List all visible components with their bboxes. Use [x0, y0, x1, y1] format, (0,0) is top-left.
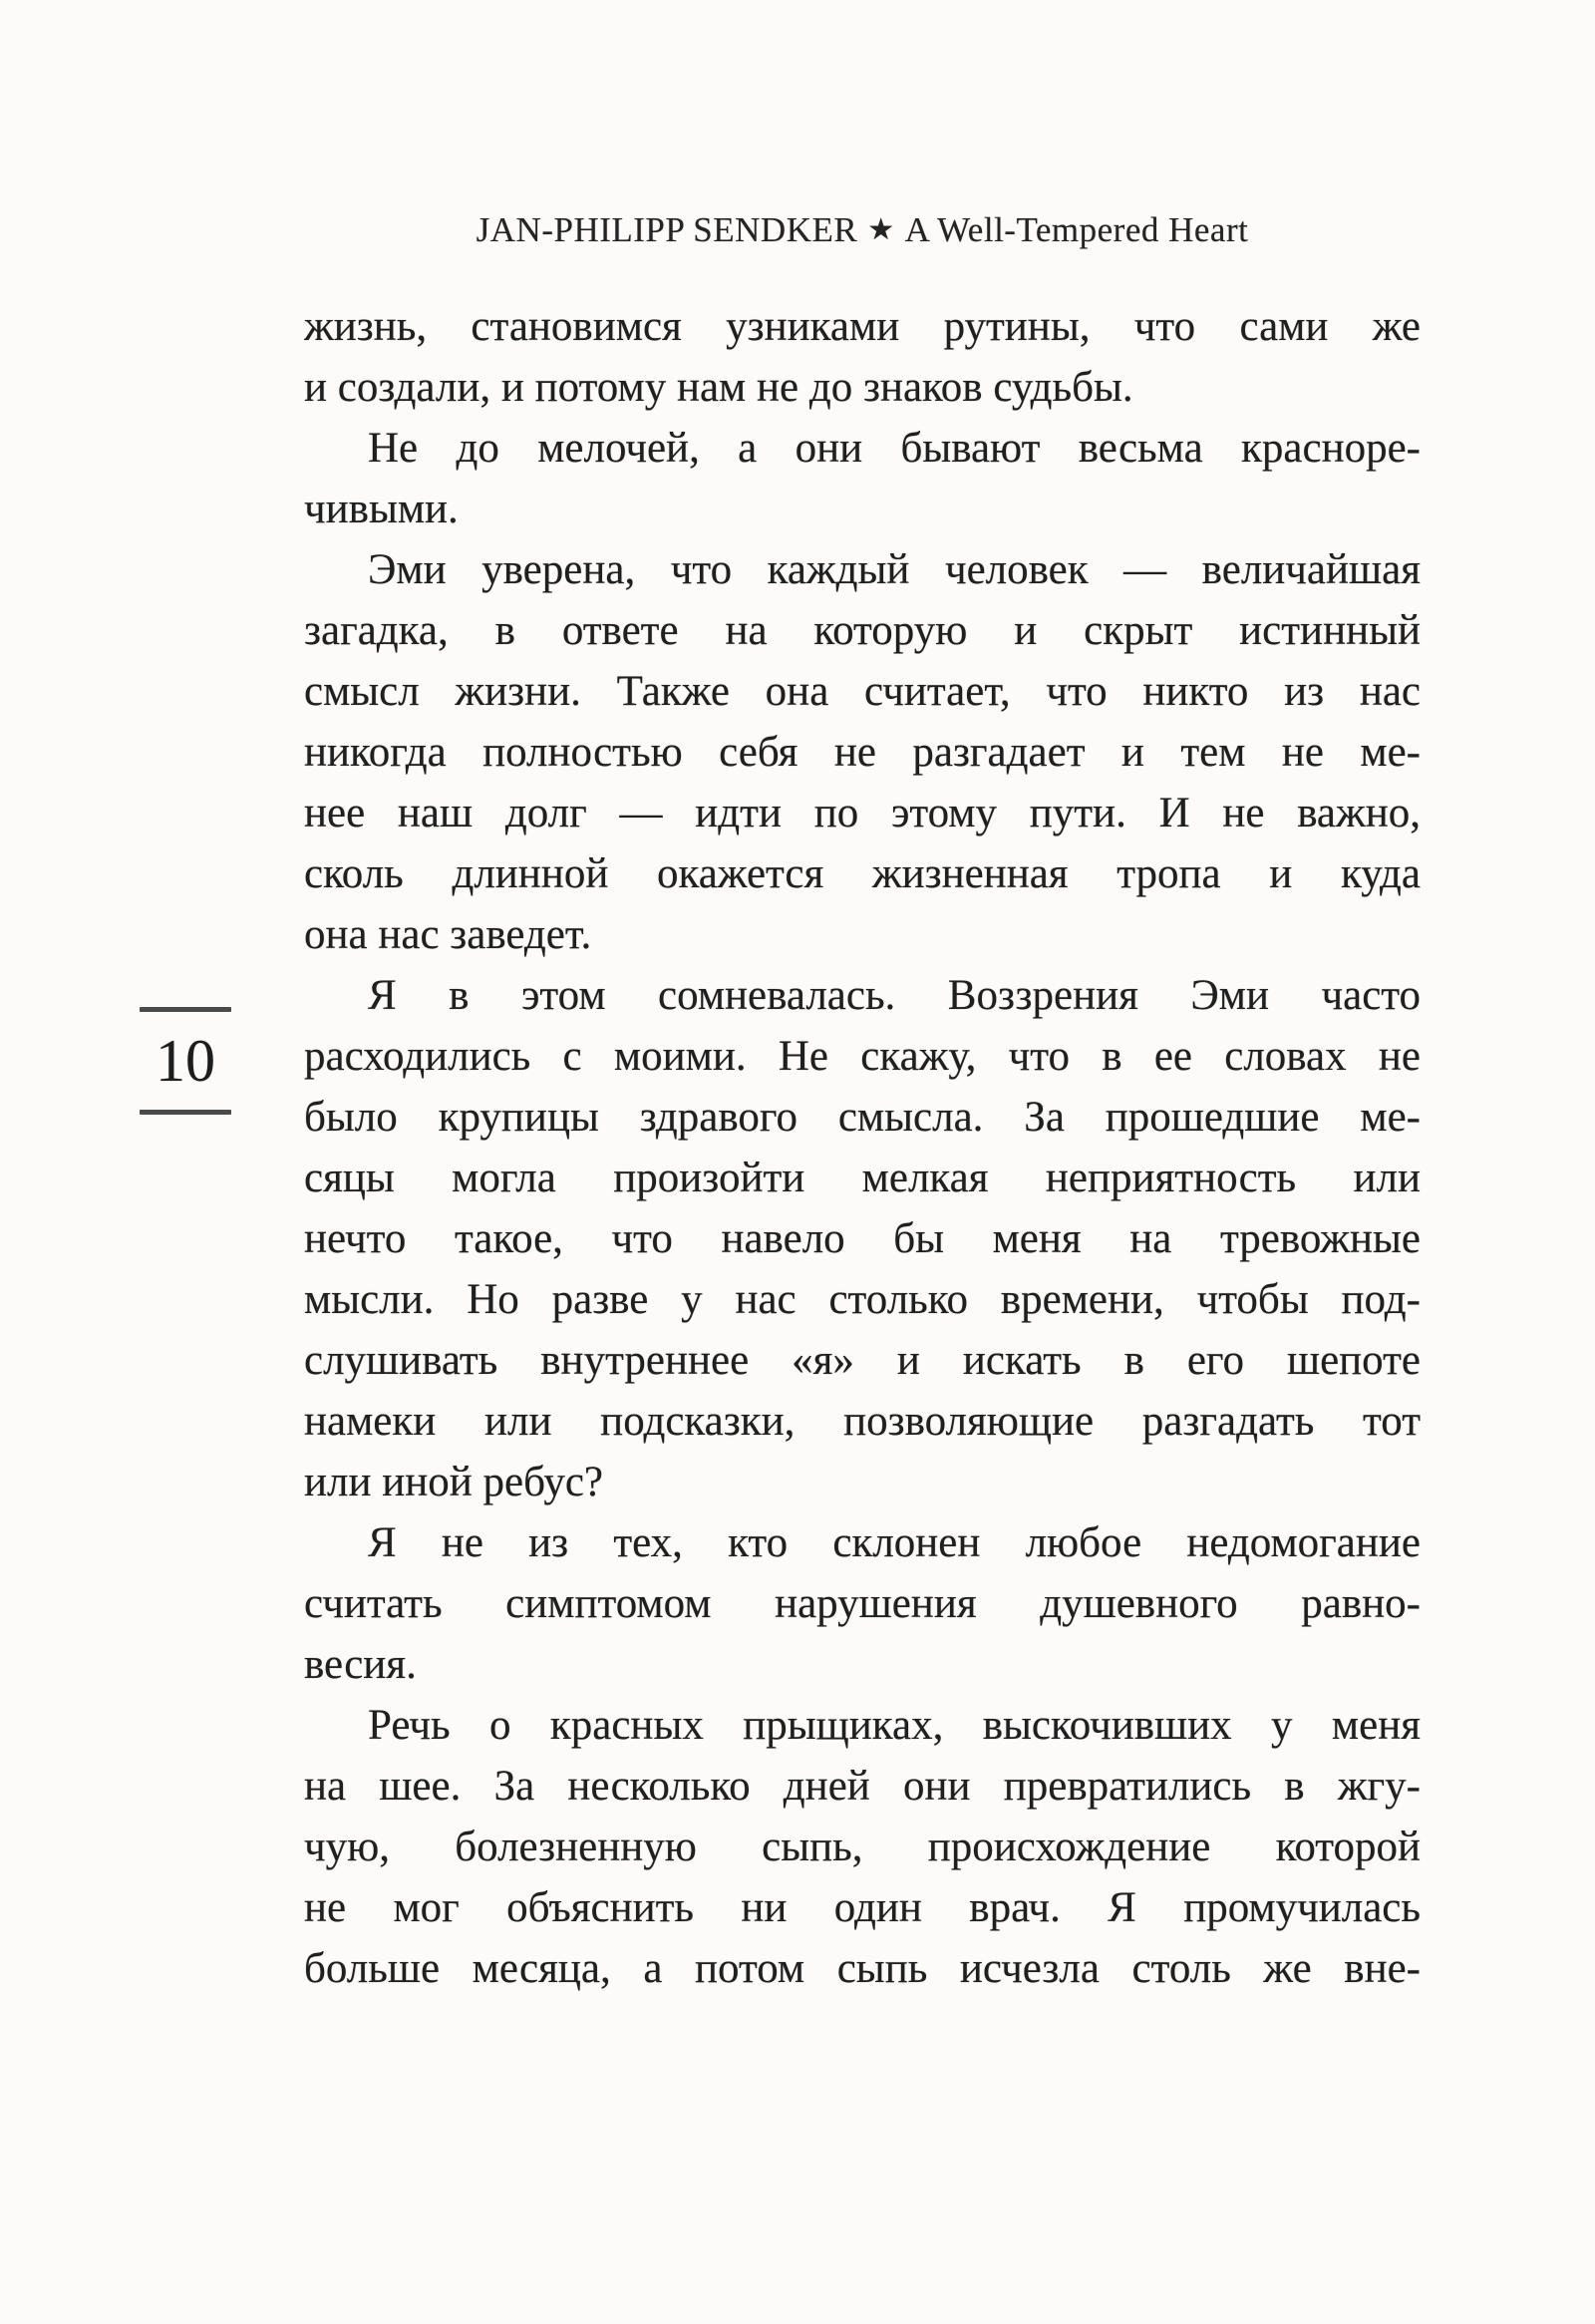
body-line: было крупицы здравого смысла. За прошедшие ме- — [304, 1094, 1421, 1141]
body-line: Я не из тех, кто склонен любое недомогание — [368, 1519, 1421, 1566]
body-line: не мог объяснить ни один врач. Я промучилась — [304, 1884, 1421, 1931]
body-line: мысли. Но разве у нас столько времени, чтобы под- — [304, 1276, 1421, 1323]
body-line: и создали, и потому нам не до знаков судьбы. — [304, 364, 1133, 411]
body-line: чую, болезненную сыпь, происхождение которой — [304, 1824, 1421, 1870]
body-line: Речь о красных прыщиках, выскочивших у меня — [368, 1702, 1421, 1749]
body-line: Эми уверена, что каждый человек — величайшая — [368, 546, 1421, 593]
body-line: нее наш долг — идти по этому пути. И не важно, — [304, 790, 1421, 836]
body-line: загадка, в ответе на которую и скрыт истинный — [304, 607, 1421, 654]
body-line: весия. — [304, 1641, 417, 1688]
body-text-column — [304, 296, 1421, 1999]
body-line: сколь длинной окажется жизненная тропа и куда — [304, 850, 1421, 897]
body-line: она нас заведет. — [304, 911, 592, 958]
running-head-title: A Well-Tempered Heart — [904, 210, 1249, 249]
body-line: больше месяца, а потом сыпь исчезла столь же вне- — [304, 1945, 1421, 1992]
running-head — [304, 205, 1421, 257]
page-number: 10 — [156, 1028, 215, 1094]
body-line: расходились с моими. Не скажу, что в ее словах не — [304, 1033, 1421, 1080]
body-line: Я в этом сомневалась. Воззрения Эми часто — [368, 972, 1421, 1019]
page-number-block — [140, 1007, 231, 1115]
body-line: никогда полностью себя не разгадает и тем не ме- — [304, 729, 1421, 776]
body-line: сяцы могла произойти мелкая неприятность или — [304, 1155, 1421, 1201]
body-line: жизнь, становимся узниками рутины, что сами же — [304, 303, 1421, 350]
body-line: намеки или подсказки, позволяющие разгадать тот — [304, 1398, 1421, 1445]
body-line: считать симптомом нарушения душевного равно- — [304, 1580, 1421, 1627]
body-line: или иной ребус? — [304, 1459, 604, 1505]
body-line: на шее. За несколько дней они превратились в жгу- — [304, 1763, 1421, 1810]
body-line: нечто такое, что навело бы меня на тревожные — [304, 1215, 1421, 1262]
page-number-rule-bottom — [140, 1110, 231, 1115]
body-line: чивыми. — [304, 486, 459, 532]
body-line: Не до мелочей, а они бывают весьма красноре- — [368, 425, 1421, 472]
running-head-author: JAN-PHILIPP SENDKER — [476, 210, 858, 249]
star-icon: ★ — [867, 213, 895, 246]
body-line: смысл жизни. Также она считает, что никто из нас — [304, 668, 1421, 715]
body-line: слушивать внутреннее «я» и искать в его шепоте — [304, 1337, 1421, 1384]
